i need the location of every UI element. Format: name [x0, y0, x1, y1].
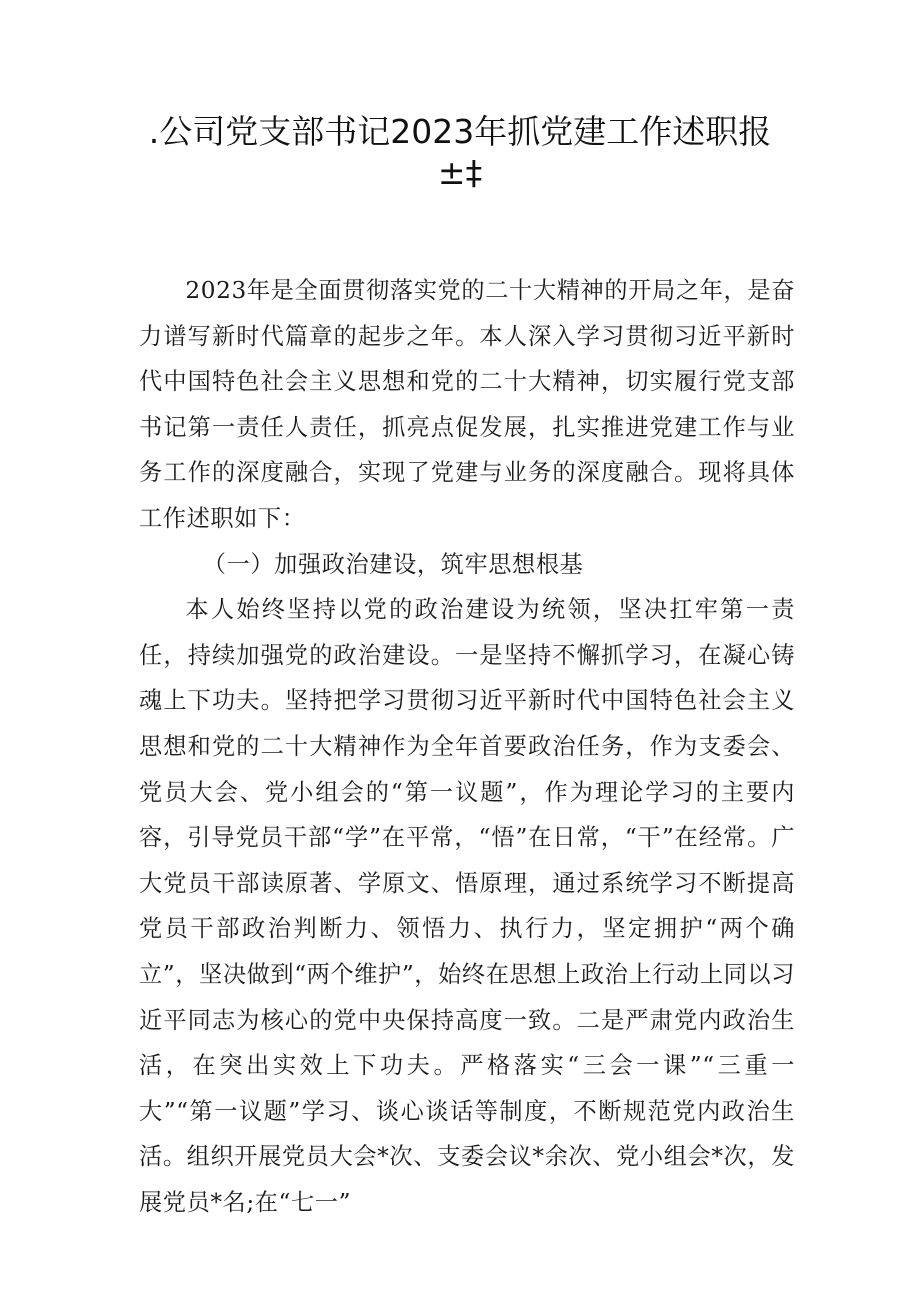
section-heading: （一）加强政治建设，筑牢思想根基 — [202, 550, 584, 578]
document-title: .公司党支部书记2023年抓党建工作述职报 — [148, 112, 772, 151]
document-body — [139, 268, 795, 1225]
intro-paragraph: 2023年是全面贯彻落实党的二十大精神的开局之年，是奋力谱写新时代篇章的起步之年。本人深入学习贯彻习近平新时代中国特色社会主义思想和党的二十大精神，切实履行党支部书记第一责任人责任，抓亮点促发展，扎实推进党建工作与业务工作的深度融合，实现了党建与业务的深度融合。现将具体工作述职如下： — [139, 277, 795, 532]
section-paragraph: 本人始终坚持以党的政治建设为统领，坚决扛牢第一责任，持续加强党的政治建设。一是坚持不懈抓学习，在凝心铸魂上下功夫。坚持把学习贯彻习近平新时代中国特色社会主义思想和党的二十大精神作为全年首要政治任务，作为支委会、党员大会、党小组会的“第一议题”，作为理论学习的主要内容，引导党员干部“学”在平常，“悟”在日常，“干”在经常。广大党员干部读原著、学原文、悟原理，通过系统学习不断提高党员干部政治判断力、领悟力、执行力，坚定拥护“两个确立”，坚决做到“两个维护”，始终在思想上政治上行动上同以习近平同志为核心的党中央保持高度一致。二是严肃党内政治生活，在突出实效上下功夫。严格落实“三会一课”“三重一大”“第一议题”学习、谈心谈话等制度，不断规范党内政治生活。组织开展党员大会*次、支委会议*余次、党小组会*次，发展党员*名;在“七一” — [139, 596, 795, 1216]
document-title-continuation: ±‡ — [437, 153, 483, 192]
